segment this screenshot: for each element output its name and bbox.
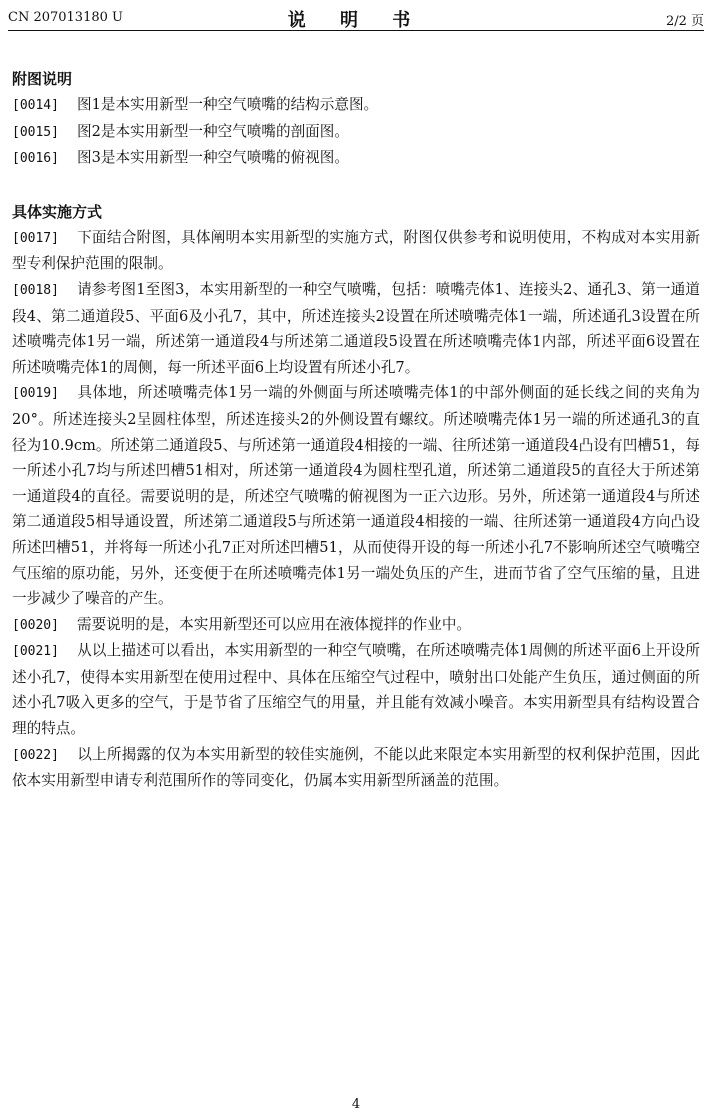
section-drawings (12, 66, 700, 172)
page-indicator: 2/2 页 (665, 14, 704, 29)
paragraph: [0022] 以上所揭露的仅为本实用新型的较佳实施例，不能以此来限定本实用新型的权利保护范围，因此依本实用新型申请专利范围所作的等同变化，仍属本实用新型所涵盖的范围。 (12, 745, 700, 790)
paragraph: [0021] 从以上描述可以看出，本实用新型的一种空气喷嘴，在所述喷嘴壳体1周侧的所述平面6上开设所述小孔7，使得本实用新型在使用过程中、具体在压缩空气过程中，喷射出口处能产生负压，通过侧面的所述小孔7吸入更多的空气，于是节省了压缩空气的用量，并且能有效减小噪音。本实用新型具有结构设置合理的特点。 (12, 642, 700, 738)
paragraph: [0019] 具体地，所述喷嘴壳体1另一端的外侧面与所述喷嘴壳体1的中部外侧面的延长线之间的夹角为20°。所述连接头2呈圆柱体型，所述连接头2的外侧设置有螺纹。所述喷嘴壳体1另一端的所述通孔3的直径为10.9cm。所述第二通道段5、与所述第一通道段4相接的一端、往所述第一通道段4凸设有凹槽51，每一所述小孔7均与所述凹槽51相对，所述第一通道段4为圆柱型孔道，所述第二通道段5的直径大于所述第一通道段4的直径。需要说明的是，所述空气喷嘴的俯视图为一正六边形。另外，所述第一通道段4与所述第二通道段5相导通设置，所述第二通道段5与所述第一通道段4相接的一端、往所述第一通道段4方向凸设所述凹槽51，并将每一所述小孔7正对所述凹槽51，从而使得开设的每一所述小孔7不影响所述空气喷嘴空气压缩的原功能，另外，还变便于在所述喷嘴壳体1另一端处负压的产生，进而节省了空气压缩的量，且进一步减少了噪音的产生。 (12, 384, 700, 608)
page-number: 4 (351, 1097, 361, 1112)
section-embodiment (12, 199, 700, 794)
page-header (8, 6, 704, 30)
paragraph: [0015] 图2是本实用新型一种空气喷嘴的剖面图。 (12, 122, 349, 140)
paragraph: [0016] 图3是本实用新型一种空气喷嘴的俯视图。 (12, 149, 349, 167)
paragraph: [0020] 需要说明的是，本实用新型还可以应用在液体搅拌的作业中。 (12, 615, 472, 633)
section-heading: 具体实施方式 (12, 202, 103, 221)
paragraph: [0017] 下面结合附图，具体阐明本实用新型的实施方式，附图仅供参考和说明使用，不构成对本实用新型专利保护范围的限制。 (12, 228, 700, 273)
document-body (12, 66, 700, 794)
header-rule (8, 30, 704, 31)
paragraph: [0014] 图1是本实用新型一种空气喷嘴的结构示意图。 (12, 96, 379, 113)
document-title: 说 明 书 (287, 10, 425, 31)
paragraph: [0018] 请参考图1至图3，本实用新型的一种空气喷嘴，包括：喷嘴壳体1、连接头2、通孔3、第一通道段4、第二通道段5、平面6及小孔7，其中，所述连接头2设置在所述喷嘴壳体1一端，所述通孔3设置在所述喷嘴壳体1另一端，所述第一通道段4与所述第二通道段5设置在所述喷嘴壳体1内部，所述平面6设置在所述喷嘴壳体1的周侧，每一所述平面6上均设置有所述小孔7。 (12, 280, 700, 376)
section-heading: 附图说明 (12, 70, 73, 88)
patent-number: CN 207013180 U (8, 10, 123, 25)
